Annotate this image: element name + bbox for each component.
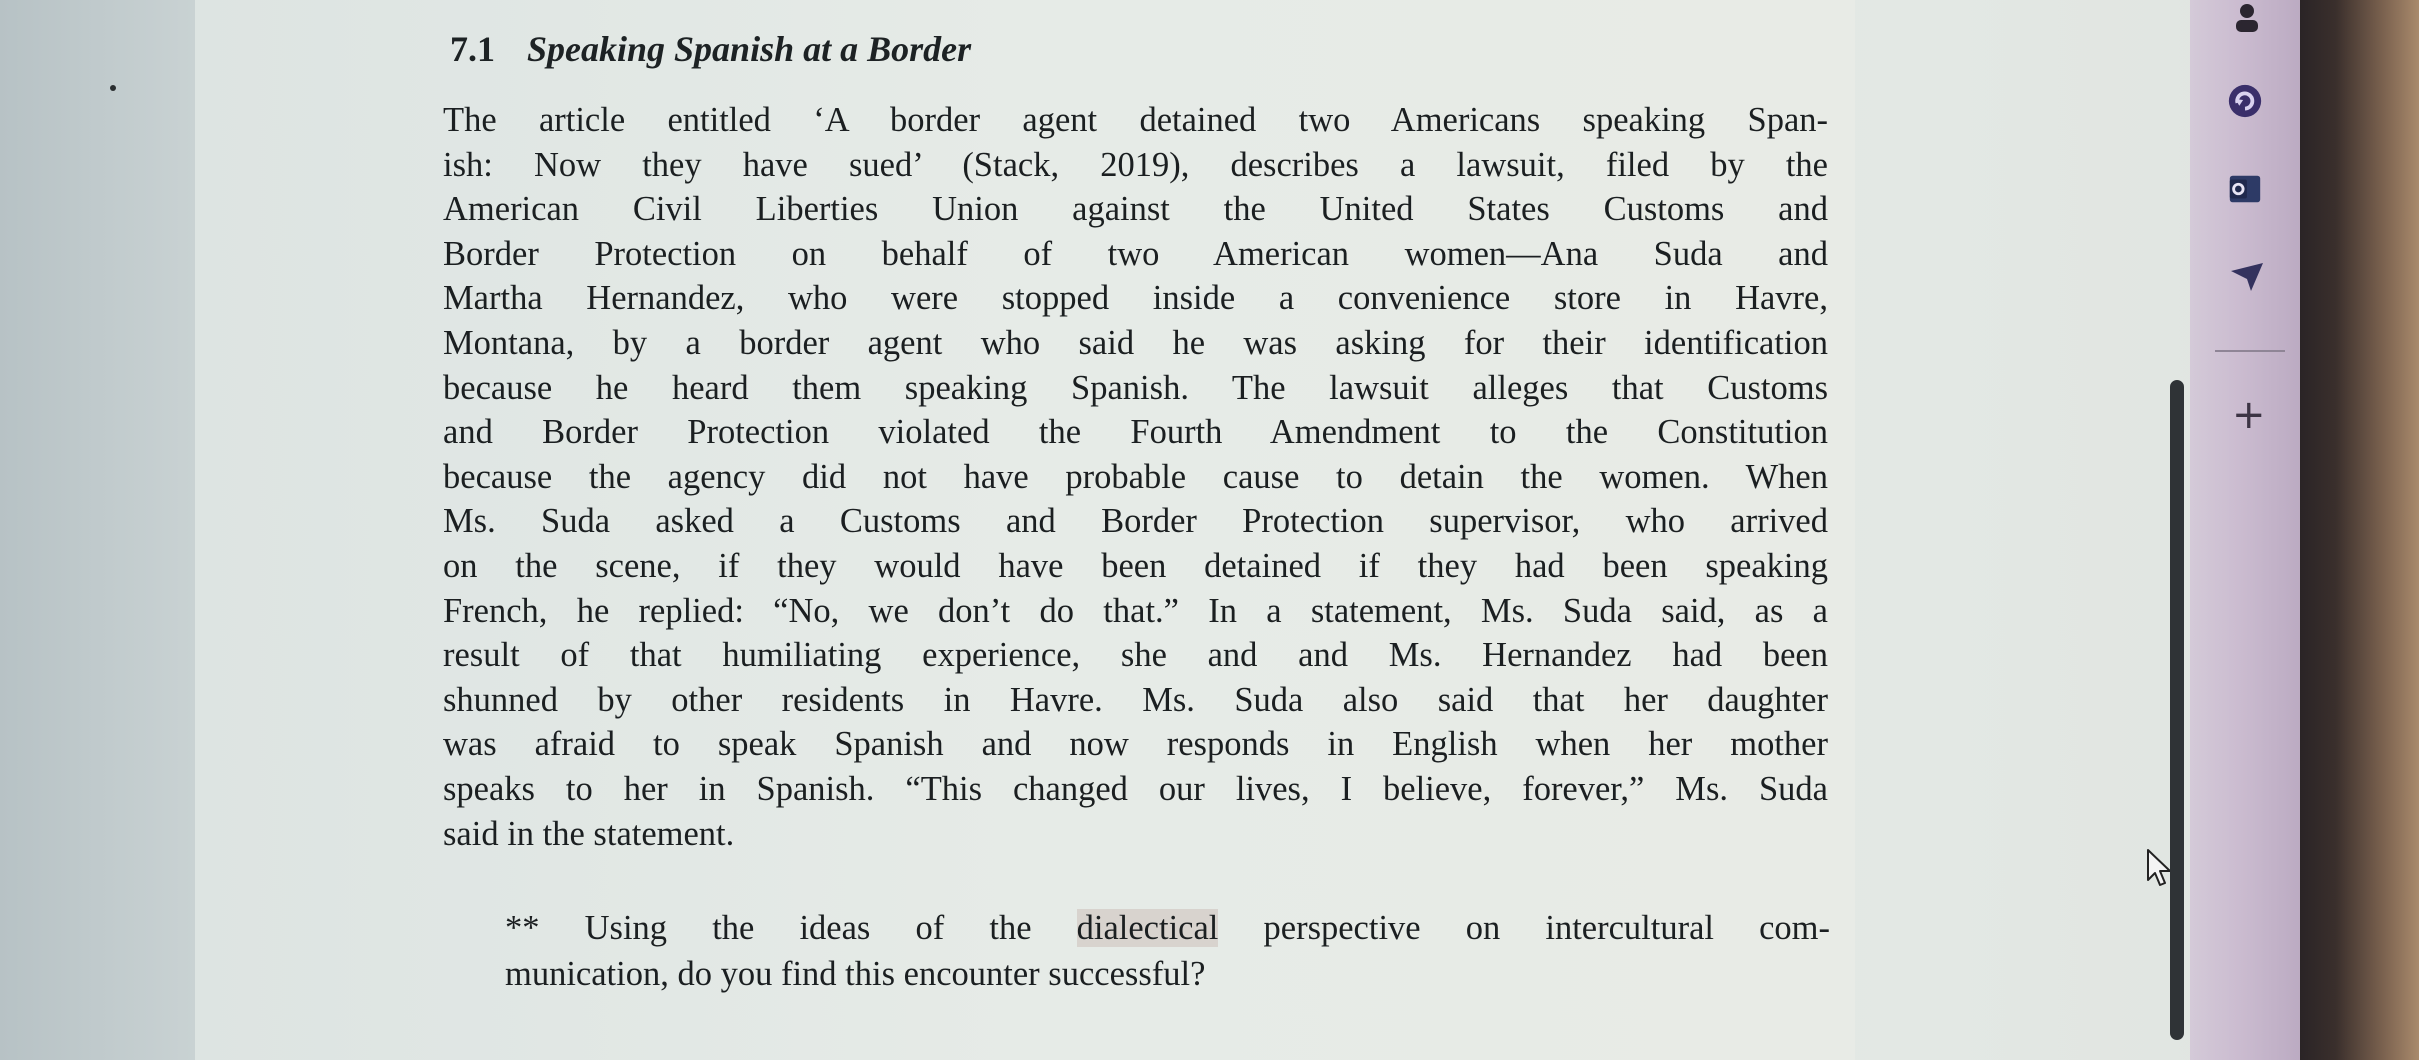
document-page bbox=[195, 0, 1855, 1060]
question-line-2: munication, do you find this encounter successful? bbox=[505, 955, 1206, 993]
section-heading bbox=[450, 28, 971, 70]
body-line: The article entitled ‘A border agent detained two Americans speaking Span- bbox=[443, 101, 1828, 139]
body-line: result of that humiliating experience, she and and Ms. Hernandez had been bbox=[443, 636, 1828, 675]
left-gutter bbox=[0, 0, 195, 1060]
body-line: Montana, by a border agent who said he was asking for their identification bbox=[443, 323, 1828, 362]
body-line: shunned by other residents in Havre. Ms. Suda also said that her daughter bbox=[443, 680, 1828, 719]
question-line-1 bbox=[505, 905, 1830, 951]
highlighted-term[interactable]: dialectical bbox=[1076, 909, 1219, 947]
body-line: speaks to her in Spanish. “This changed our lives, I believe, forever,” Ms. Suda bbox=[443, 769, 1828, 808]
question-rest: perspective on intercultural com- bbox=[1218, 909, 1830, 947]
sidebar-divider bbox=[2215, 350, 2285, 352]
dot-marker bbox=[110, 85, 116, 91]
body-line: because he heard them speaking Spanish. The lawsuit alleges that Customs bbox=[443, 368, 1828, 407]
send-icon[interactable] bbox=[2228, 258, 2266, 296]
section-title: Speaking Spanish at a Border bbox=[527, 29, 972, 69]
body-line: said in the statement. bbox=[443, 814, 735, 853]
outlook-icon[interactable] bbox=[2226, 170, 2264, 208]
body-line: French, he replied: “No, we don’t do that.” In a statement, Ms. Suda said, as a bbox=[443, 591, 1828, 630]
body-line: and Border Protection violated the Fourth Amendment to the Constitution bbox=[443, 413, 1828, 452]
scrollbar-thumb[interactable] bbox=[2170, 380, 2184, 1040]
person-icon[interactable] bbox=[2228, 0, 2266, 38]
add-icon[interactable]: + bbox=[2232, 392, 2266, 438]
discussion-question bbox=[505, 905, 1830, 997]
right-sidebar bbox=[2190, 0, 2310, 1060]
body-line: American Civil Liberties Union against the United States Customs and bbox=[443, 190, 1828, 229]
body-line: was afraid to speak Spanish and now responds in English when her mother bbox=[443, 725, 1828, 764]
section-number: 7.1 bbox=[450, 29, 495, 69]
screen-bezel bbox=[2300, 0, 2419, 1060]
body-line: Martha Hernandez, who were stopped inside a convenience store in Havre, bbox=[443, 279, 1828, 318]
body-line: Ms. Suda asked a Customs and Border Protection supervisor, who arrived bbox=[443, 502, 1828, 541]
body-line: ish: Now they have sued’ (Stack, 2019), describes a lawsuit, filed by the bbox=[443, 145, 1828, 184]
body-line: because the agency did not have probable cause to detain the women. When bbox=[443, 457, 1828, 496]
body-line: on the scene, if they would have been detained if they had been speaking bbox=[443, 546, 1828, 585]
refresh-icon[interactable] bbox=[2226, 82, 2264, 120]
body-line: Border Protection on behalf of two American women—Ana Suda and bbox=[443, 234, 1828, 273]
body-paragraph bbox=[443, 98, 1828, 856]
question-prefix: ** Using the ideas of the bbox=[505, 909, 1077, 947]
